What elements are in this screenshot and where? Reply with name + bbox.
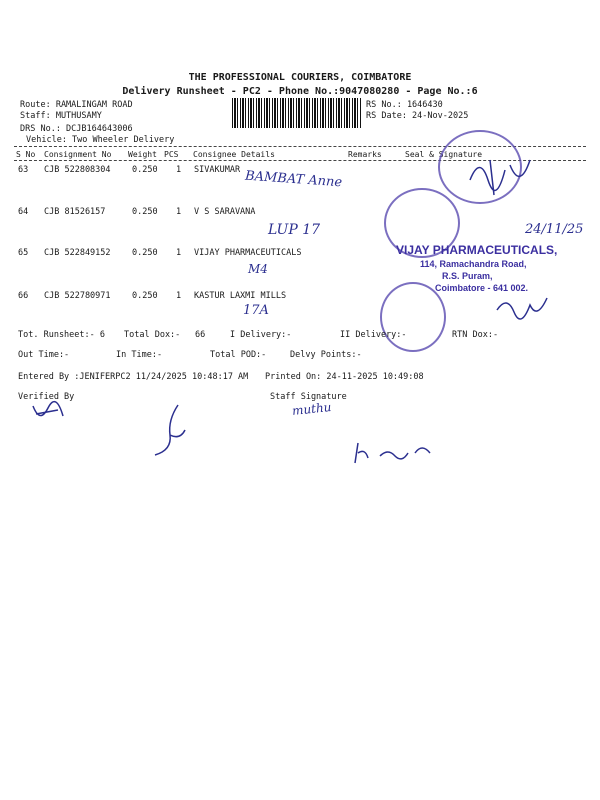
runsheet-title: Delivery Runsheet - PC2 - Phone No.:9047080280 - Page No.:6 [122,86,478,97]
handwritten-remark: M4 [248,262,268,276]
staff-signature-label: Staff Signature [270,392,347,402]
total-pod: Total POD:- [210,350,267,360]
col-seal: Seal & Signature [405,150,483,159]
row-consignee: SIVAKUMAR [194,165,241,175]
row-consignment: CJB 522780971 [44,291,111,301]
handwritten-remark: BAMBAT Anne [244,168,343,191]
row-pcs: 1 [176,207,182,217]
signature-scribble [350,438,440,468]
col-consignment: Consignment No [44,150,112,159]
col-weight: Weight [128,150,157,159]
row-consignee: KASTUR LAXMI MILLS [194,291,287,301]
row-pcs: 1 [176,291,182,301]
i-delivery: I Delivery:- [230,330,292,340]
row-weight: 0.250 [132,248,158,258]
row-sno: 66 [18,291,29,301]
ii-delivery: II Delivery:- [340,330,407,340]
row-weight: 0.250 [132,207,158,217]
stamp-address1: 114, Ramachandra Road, [420,259,527,269]
row-consignment: CJB 522849152 [44,248,111,258]
col-sno: S No [16,150,36,159]
row-weight: 0.250 [132,291,158,301]
row-sno: 64 [18,207,29,217]
verified-by: Verified By [18,392,75,402]
stamp-address3: Coimbatore - 641 002. [435,283,529,293]
handwritten-remark: LUP 17 [268,222,321,238]
stamp-company: VIJAY PHARMACEUTICALS, [396,243,558,257]
handwritten-remark: 17A [243,303,269,318]
in-time: In Time:- [116,350,163,360]
entered-by: Entered By :JENIFERPC2 11/24/2025 10:48:17 AM [18,372,249,382]
row-consignment: CJB 81526157 [44,207,106,217]
signature-scribble [492,290,552,325]
out-time: Out Time:- [18,350,70,360]
row-consignee: VIJAY PHARMACEUTICALS [194,248,302,258]
col-pcs: PCS [164,150,179,159]
barcode [232,98,362,128]
delvy-points: Delvy Points:- [290,350,362,360]
rs-no: RS No.: 1646430 [366,100,443,110]
signature-scribble [460,150,540,200]
row-pcs: 1 [176,248,182,258]
row-sno: 63 [18,165,29,175]
row-sno: 65 [18,248,29,258]
rtn-dox: RTN Dox:- [452,330,499,340]
tot-runsheet: Tot. Runsheet:- 6 [18,330,105,340]
company-title: THE PROFESSIONAL COURIERS, COIMBATORE [188,72,412,83]
total-dox-value: 66 [195,330,206,340]
row-pcs: 1 [176,165,182,175]
handwritten-date: 24/11/25 [525,222,584,237]
col-consignee: Consignee Details [193,150,275,159]
staff-signature: muthu [291,399,333,419]
row-consignee: V S SARAVANA [194,207,256,217]
row-consignment: CJB 522808304 [44,165,111,175]
rs-date: RS Date: 24-Nov-2025 [366,111,469,121]
vehicle: Vehicle: Two Wheeler Delivery [26,135,175,145]
route: Route: RAMALINGAM ROAD [20,100,133,110]
row-weight: 0.250 [132,165,158,175]
signature-scribble [150,400,190,460]
printed-on: Printed On: 24-11-2025 10:49:08 [265,372,424,382]
staff: Staff: MUTHUSAMY [20,111,102,121]
total-dox-label: Total Dox:- [124,330,181,340]
verified-signature [28,396,68,426]
stamp-address2: R.S. Puram, [442,271,493,281]
drs-no: DRS No.: DCJB164643006 [20,124,133,134]
col-remarks: Remarks [348,150,382,159]
